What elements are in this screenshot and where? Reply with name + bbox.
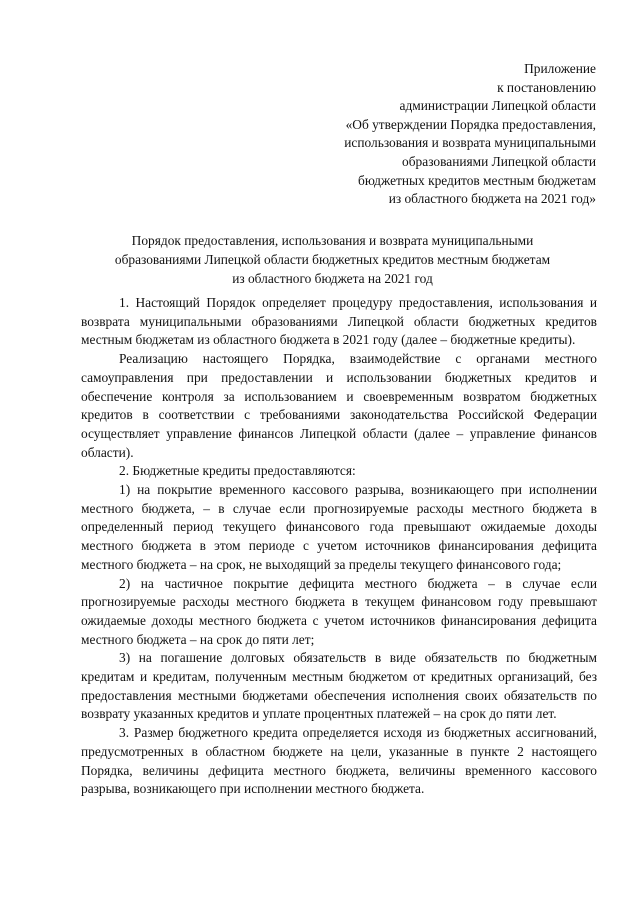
appendix-line: из областного бюджета на 2021 год»	[388, 191, 596, 207]
paragraph-4: 1) на покрытие временного кассового разрыва, возникающего при исполнении местного бюджета, – в случае если прогнозируемые расходы местного бюджета в определенный период текущего финансового года превышают ожидаемые доходы местного бюджета в этом периоде с учетом источников финансирования дефицита местного бюджета – на срок, не выходящий за пределы текущего финансового года;	[81, 482, 597, 572]
appendix-header	[276, 60, 596, 209]
paragraph-5: 2) на частичное покрытие дефицита местного бюджета – в случае если прогнозируемые расходы местного бюджета в текущем финансовом году превышают ожидаемые доходы местного бюджета с учетом источников финансирования дефицита местного бюджета – на срок до пяти лет;	[81, 575, 597, 647]
document-body	[81, 294, 597, 799]
appendix-line: образованиями Липецкой области	[402, 153, 596, 169]
document-title	[60, 232, 605, 288]
paragraph-1: 1. Настоящий Порядок определяет процедуру предоставления, использования и возврата муниципальными образованиями Липецкой области бюджетных кредитов местным бюджетам из областного бюджета в 2021 году (далее – бюджетные кредиты).	[81, 295, 597, 348]
appendix-line: к постановлению	[497, 79, 596, 95]
paragraph-3: 2. Бюджетные кредиты предоставляются:	[119, 463, 356, 479]
appendix-line: «Об утверждении Порядка предоставления,	[345, 116, 596, 132]
paragraph-7: 3. Размер бюджетного кредита определяется исходя из бюджетных ассигнований, предусмотренных в областном бюджете на цели, указанные в пункте 2 настоящего Порядка, величины дефицита местного бюджета, величины временного кассового разрыва, возникающего при исполнении местного бюджета.	[81, 725, 597, 797]
appendix-line: бюджетных кредитов местным бюджетам	[358, 172, 596, 188]
appendix-line: использования и возврата муниципальными	[344, 135, 596, 151]
title-line: Порядок предоставления, использования и возврата муниципальными	[131, 233, 534, 248]
title-line: образованиями Липецкой области бюджетных кредитов местным бюджетам	[114, 251, 551, 267]
paragraph-2: Реализацию настоящего Порядка, взаимодействие с органами местного самоуправления при предоставлении и использовании бюджетных кредитов и обеспечение контроля за использованием и своевременным возвратом бюджетных кредитов в соответствии с требованиями законодательства Российской Федерации осуществляет управление финансов Липецкой области (далее – управление финансов области).	[81, 351, 597, 460]
appendix-line: администрации Липецкой области	[399, 98, 596, 114]
title-line: из областного бюджета на 2021 год	[232, 270, 433, 286]
paragraph-6: 3) на погашение долговых обязательств в виде обязательств по бюджетным кредитам и кредитам, полученным местным бюджетом от кредитных организаций, без предоставления местными бюджетами обеспечения исполнения своих обязательств по возврату указанных кредитов и уплате процентных платежей – на срок до пяти лет.	[81, 650, 597, 722]
appendix-line: Приложение	[524, 61, 596, 76]
